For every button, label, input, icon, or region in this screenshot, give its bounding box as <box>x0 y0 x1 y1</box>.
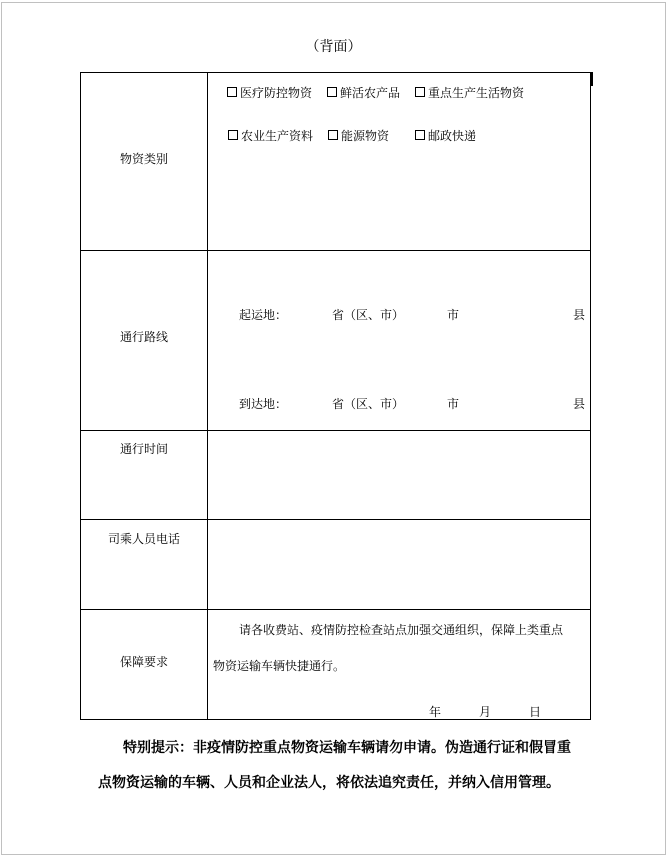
driver-phone-label: 司乘人员电话 <box>107 532 180 546</box>
checkbox-icon <box>228 130 238 140</box>
checkbox-medical[interactable]: 医疗防控物资 <box>227 84 312 101</box>
checkbox-fresh-produce[interactable]: 鲜活农产品 <box>327 84 400 101</box>
row-divider <box>81 609 590 610</box>
permit-form-table <box>80 72 591 720</box>
column-divider <box>207 73 208 719</box>
destination-county[interactable]: 县 <box>573 397 586 411</box>
notice-line1: 特别提示：非疫情防控重点物资运输车辆请勿申请。伪造通行证和假冒重 <box>123 740 571 756</box>
guarantee-text-line1: 请各收费站、疫情防控检查站点加强交通组织，保障上类重点 <box>239 623 564 637</box>
destination-province[interactable]: 省（区、市） <box>332 397 405 411</box>
travel-time-label: 通行时间 <box>119 442 168 456</box>
guarantee-label: 保障要求 <box>119 655 168 669</box>
category-label: 物资类别 <box>119 152 168 166</box>
destination-label: 到达地： <box>239 397 288 411</box>
origin-county[interactable]: 县 <box>573 308 586 322</box>
checkbox-energy[interactable]: 能源物资 <box>328 127 389 144</box>
row-divider <box>81 519 590 520</box>
checkbox-icon <box>328 130 338 140</box>
driver-phone-field[interactable] <box>209 521 589 607</box>
travel-time-field[interactable] <box>209 432 589 518</box>
date-day: 日 <box>529 705 542 719</box>
notice-line2: 点物资运输的车辆、人员和企业法人，将依法追究责任，并纳入信用管理。 <box>98 775 560 791</box>
route-label: 通行路线 <box>119 330 168 344</box>
table-edge-marker <box>590 72 593 86</box>
date-year: 年 <box>429 705 442 719</box>
guarantee-text-line2: 物资运输车辆快捷通行。 <box>213 659 346 673</box>
checkbox-key-supplies[interactable]: 重点生产生活物资 <box>415 84 524 101</box>
checkbox-icon <box>415 130 425 140</box>
row-divider <box>81 430 590 431</box>
page-title: （背面） <box>305 39 362 55</box>
checkbox-icon <box>327 87 337 97</box>
checkbox-postal[interactable]: 邮政快递 <box>415 127 476 144</box>
origin-province[interactable]: 省（区、市） <box>332 308 405 322</box>
destination-city[interactable]: 市 <box>447 397 460 411</box>
row-divider <box>81 250 590 251</box>
checkbox-icon <box>227 87 237 97</box>
date-month: 月 <box>479 705 492 719</box>
checkbox-icon <box>415 87 425 97</box>
checkbox-agricultural[interactable]: 农业生产资料 <box>228 127 313 144</box>
origin-city[interactable]: 市 <box>447 308 460 322</box>
origin-label: 起运地： <box>239 308 288 322</box>
